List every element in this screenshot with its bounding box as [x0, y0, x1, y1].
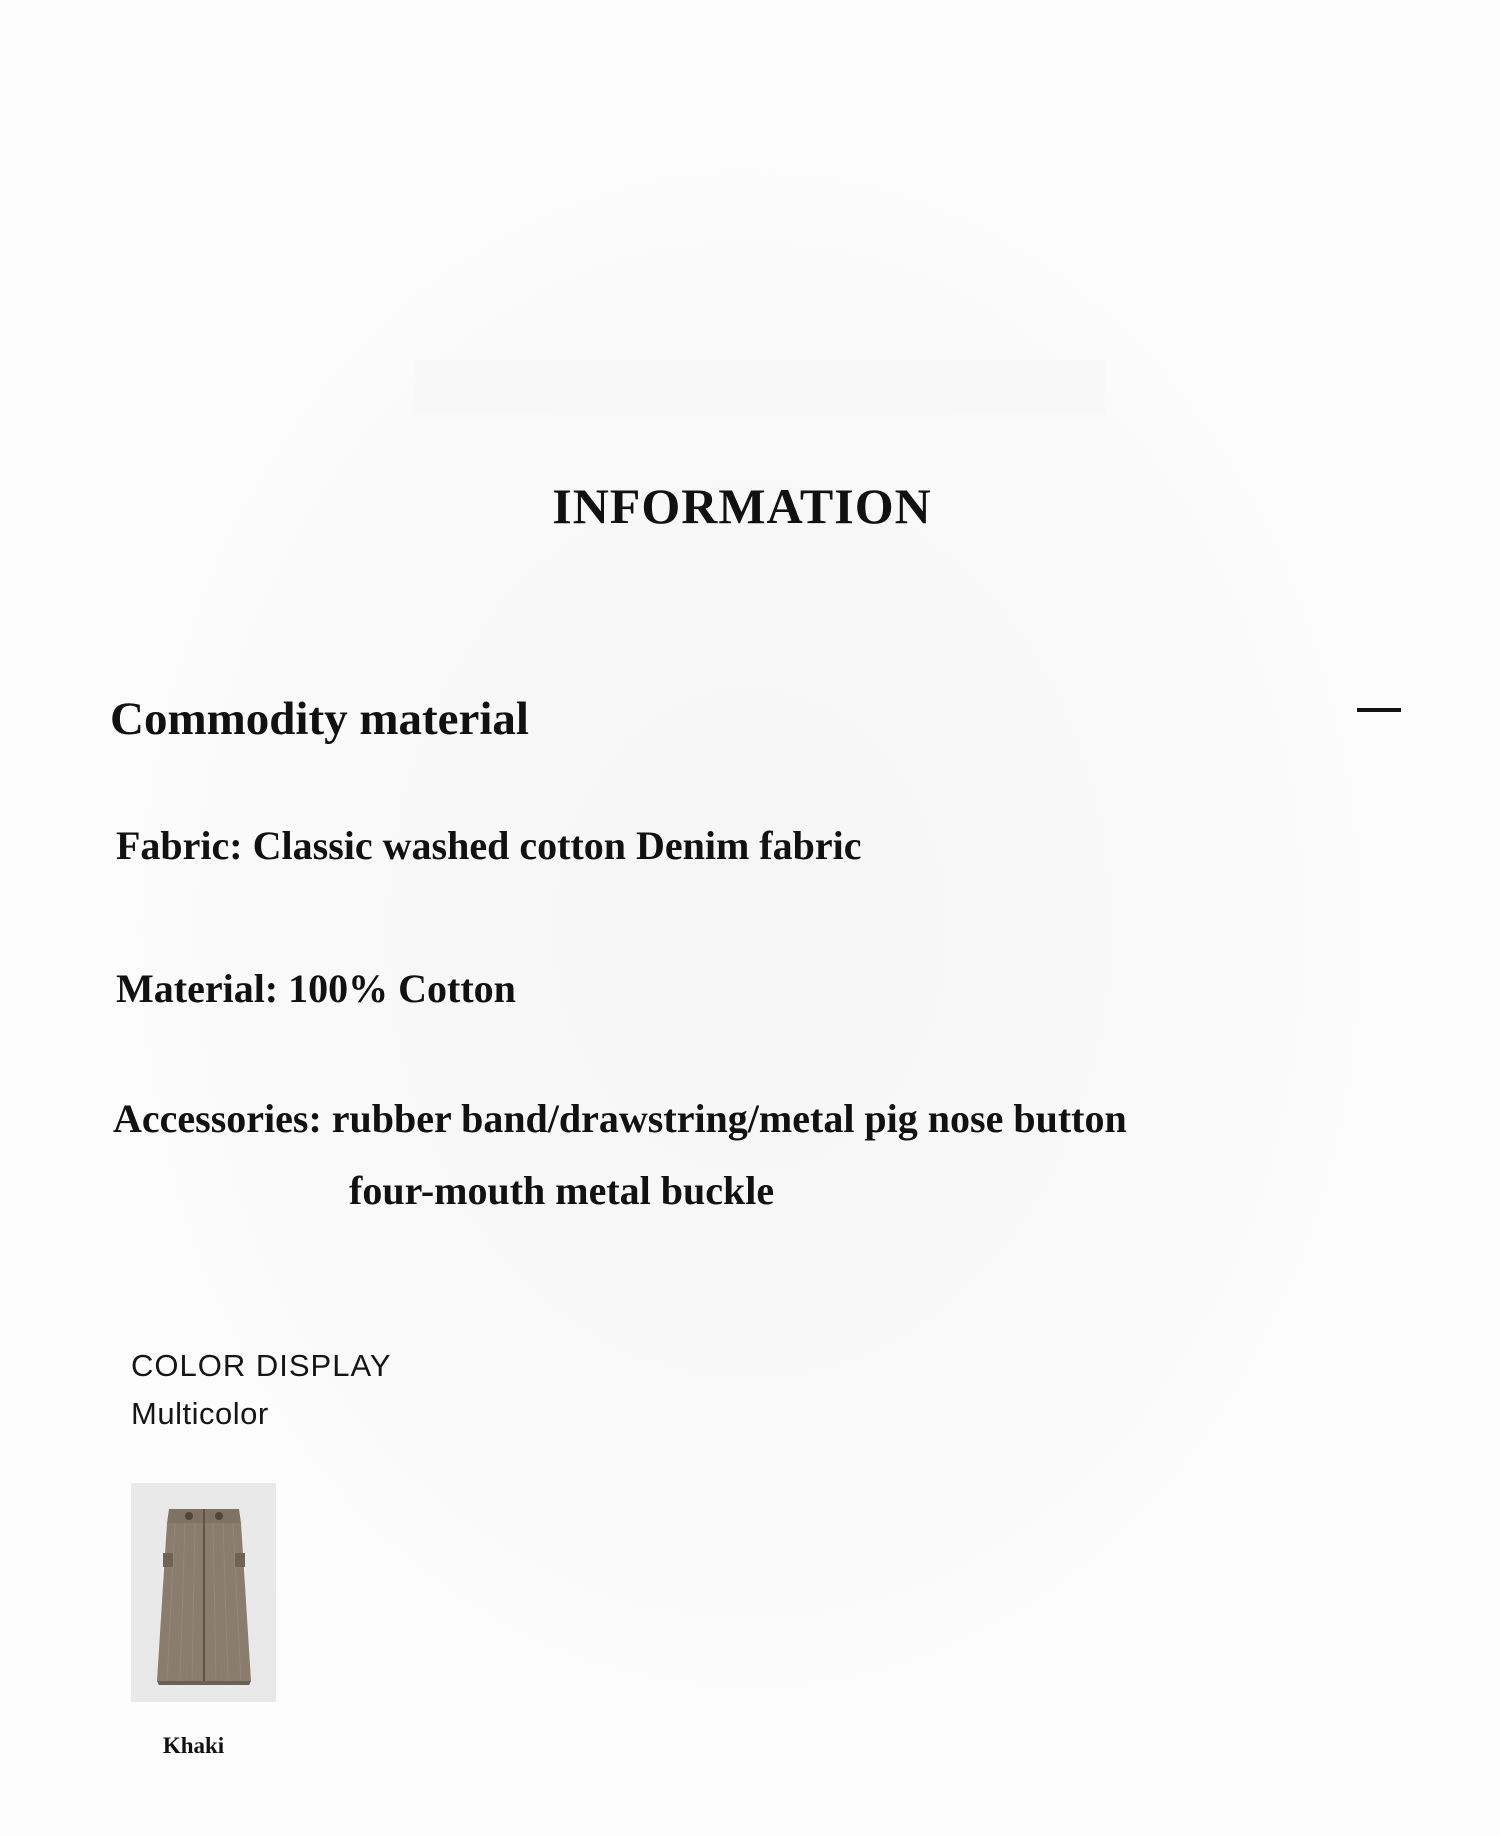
color-swatch-khaki[interactable]	[131, 1483, 276, 1702]
minus-icon	[1357, 708, 1401, 712]
commodity-material-heading[interactable]: Commodity material	[110, 693, 529, 745]
background-glow	[90, 110, 1410, 1750]
material-spec: Material: 100% Cotton	[116, 966, 516, 1011]
accessories-spec-continued: four-mouth metal buckle	[349, 1168, 775, 1213]
accessories-spec: Accessories: rubber band/drawstring/metal pig nose button	[113, 1096, 1127, 1141]
fabric-spec: Fabric: Classic washed cotton Denim fabric	[116, 823, 862, 868]
collapse-toggle-button[interactable]	[1355, 695, 1403, 725]
khaki-skirt-thumbnail-icon	[131, 1483, 276, 1702]
page-title: INFORMATION	[552, 478, 932, 534]
swatch-label-khaki: Khaki	[162, 1733, 225, 1758]
color-display-label: COLOR DISPLAY	[131, 1348, 392, 1383]
background-band	[415, 360, 1105, 415]
color-mode-label: Multicolor	[131, 1396, 269, 1431]
